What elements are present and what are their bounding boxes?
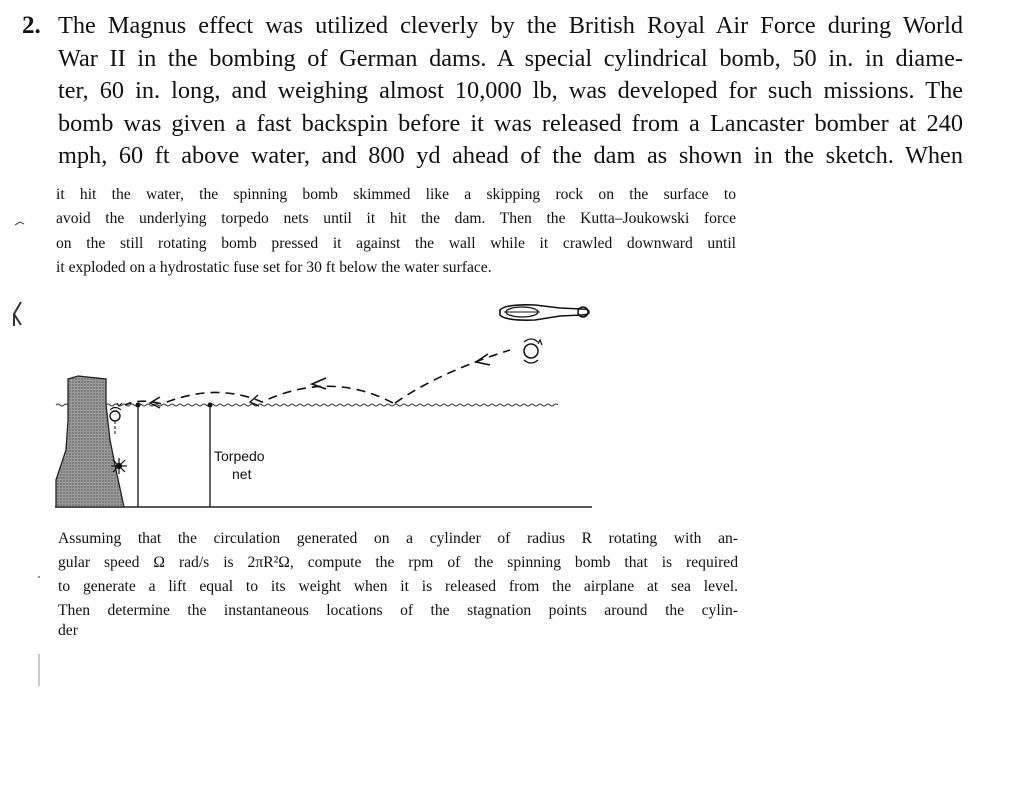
spinning-bomb-icon xyxy=(524,339,542,363)
question-line: gular speed Ω rad/s is 2πR²Ω, compute the rpm of the spinning bomb that is required xyxy=(58,554,738,571)
water-surface xyxy=(56,404,558,406)
dam-bombing-sketch xyxy=(0,290,620,515)
intro-line: The Magnus effect was utilized cleverly by the British Royal Air Force during World xyxy=(58,12,963,39)
bomb-at-dam-icon xyxy=(110,403,122,436)
question-line: Then determine the instantaneous locations of the stagnation points around the cylin- xyxy=(58,602,738,619)
continuation-line: on the still rotating bomb pressed it against the wall while it crawled downward until xyxy=(56,234,736,252)
margin-dot-mark xyxy=(36,574,42,580)
question-line: to generate a lift equal to its weight when it is released from the airplane at sea level. xyxy=(58,578,738,595)
net-float xyxy=(208,403,213,408)
problem-number: 2. xyxy=(22,12,41,39)
intro-line: War II in the bombing of German dams. A special cylindrical bomb, 50 in. in diame- xyxy=(58,44,963,72)
explosion-icon xyxy=(111,458,127,474)
continuation-line: it exploded on a hydrostatic fuse set for 30 ft below the water surface. xyxy=(56,258,492,276)
intro-line: ter, 60 in. long, and weighing almost 10,000 lb, was developed for such missions. The xyxy=(58,77,963,104)
margin-line-mark xyxy=(37,652,41,688)
torpedo-label: Torpedo xyxy=(214,448,265,464)
bomb-trajectory xyxy=(125,350,510,405)
continuation-line: it hit the water, the spinning bomb skimmed like a skipping rock on the surface to xyxy=(56,186,736,203)
continuation-line: avoid the underlying torpedo nets until it hit the dam. Then the Kutta–Joukowski force xyxy=(56,210,736,228)
torpedo-label: net xyxy=(232,466,252,482)
question-line-truncated: der xyxy=(58,623,78,636)
lancaster-bomber-icon xyxy=(500,305,589,320)
margin-tick-mark xyxy=(14,218,26,228)
intro-line: mph, 60 ft above water, and 800 yd ahead of the dam as shown in the sketch. When xyxy=(58,142,963,169)
problem-question xyxy=(58,527,738,636)
dam-wall xyxy=(56,376,124,507)
intro-line: bomb was given a fast backspin before it was released from a Lancaster bomber at 240 xyxy=(58,109,963,137)
problem-continuation xyxy=(56,183,736,280)
net-float xyxy=(136,403,141,408)
question-line: Assuming that the circulation generated on a cylinder of radius R rotating with an- xyxy=(58,530,738,547)
problem-intro xyxy=(58,10,963,173)
